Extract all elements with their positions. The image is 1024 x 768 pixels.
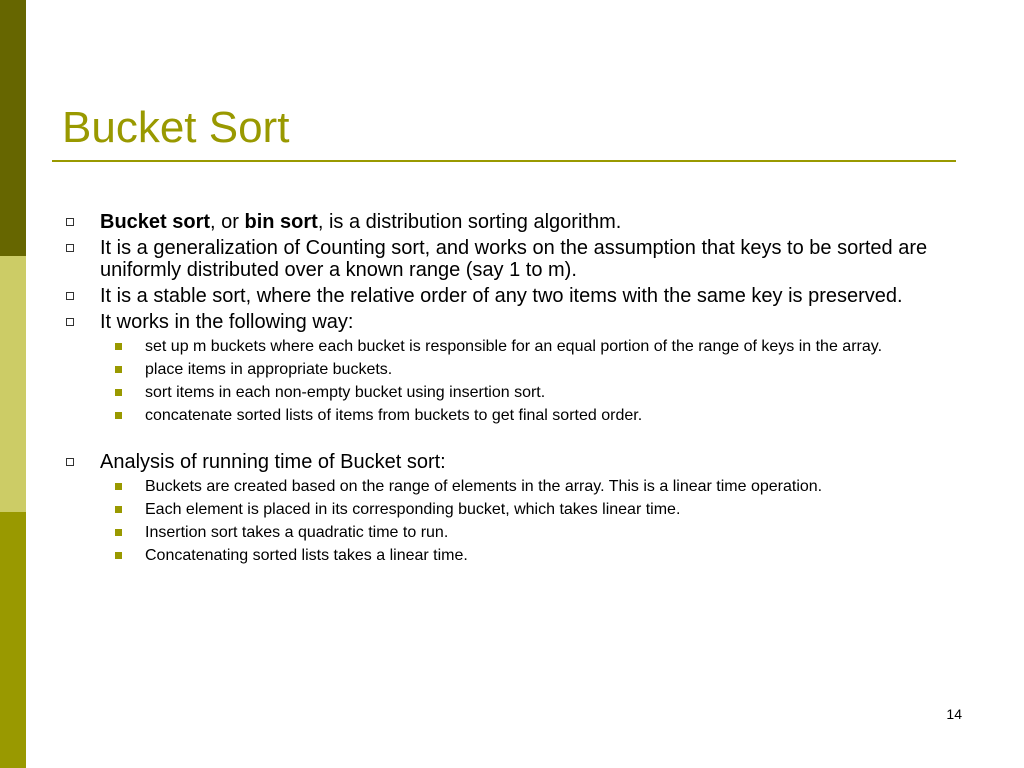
analysis-item (62, 547, 962, 565)
hollow-square-bullet-icon (66, 318, 74, 326)
filled-square-bullet-icon (115, 366, 122, 373)
analysis-text: Buckets are created based on the range of elements in the array. This is a linear time operation. (145, 478, 823, 495)
step-item (62, 384, 962, 402)
hollow-square-bullet-icon (66, 244, 74, 252)
slide-title: Bucket Sort (62, 103, 290, 152)
sidebar-stripe-top (0, 0, 26, 256)
filled-square-bullet-icon (115, 389, 122, 396)
page-number: 14 (946, 706, 962, 722)
analysis-item (62, 524, 962, 542)
hollow-square-bullet-icon (66, 458, 74, 466)
filled-square-bullet-icon (115, 506, 122, 513)
filled-square-bullet-icon (115, 343, 122, 350)
filled-square-bullet-icon (115, 483, 122, 490)
bullet-text: It works in the following way: (100, 311, 354, 333)
step-item (62, 338, 962, 356)
step-text: place items in appropriate buckets. (145, 361, 393, 378)
filled-square-bullet-icon (115, 529, 122, 536)
hollow-square-bullet-icon (66, 218, 74, 226)
bullet-generalization (62, 237, 962, 281)
filled-square-bullet-icon (115, 552, 122, 559)
step-item (62, 407, 962, 425)
filled-square-bullet-icon (115, 412, 122, 419)
slide-content (62, 207, 962, 565)
analysis-item (62, 478, 962, 496)
hollow-square-bullet-icon (66, 292, 74, 300)
sidebar-stripe-bottom (0, 512, 26, 768)
step-text: concatenate sorted lists of items from buckets to get final sorted order. (145, 407, 643, 424)
bullet-text: Analysis of running time of Bucket sort: (100, 451, 446, 473)
title-divider (52, 160, 956, 162)
bullet-how-it-works (62, 311, 962, 333)
sidebar-stripe-middle (0, 256, 26, 512)
analysis-item (62, 501, 962, 519)
bullet-analysis (62, 451, 962, 473)
step-text: set up m buckets where each bucket is responsible for an equal portion of the range of keys in the array. (145, 338, 883, 355)
step-text: sort items in each non-empty bucket using insertion sort. (145, 384, 546, 401)
analysis-text: Concatenating sorted lists takes a linear time. (145, 547, 468, 564)
bullet-text: It is a generalization of Counting sort, and works on the assumption that keys to be sorted are uniformly distributed over a known range (say 1 to m). (100, 237, 928, 281)
bullet-definition (62, 211, 962, 233)
term-bucket-sort: Bucket sort (100, 211, 211, 233)
bullet-stable (62, 285, 962, 307)
analysis-text: Insertion sort takes a quadratic time to run. (145, 524, 449, 541)
step-item (62, 361, 962, 379)
bullet-separator: , or (210, 211, 245, 233)
bullet-definition-rest: , is a distribution sorting algorithm. (317, 211, 622, 233)
term-bin-sort: bin sort (244, 211, 318, 233)
bullet-text: It is a stable sort, where the relative order of any two items with the same key is preserved. (100, 285, 903, 307)
analysis-text: Each element is placed in its corresponding bucket, which takes linear time. (145, 501, 681, 518)
